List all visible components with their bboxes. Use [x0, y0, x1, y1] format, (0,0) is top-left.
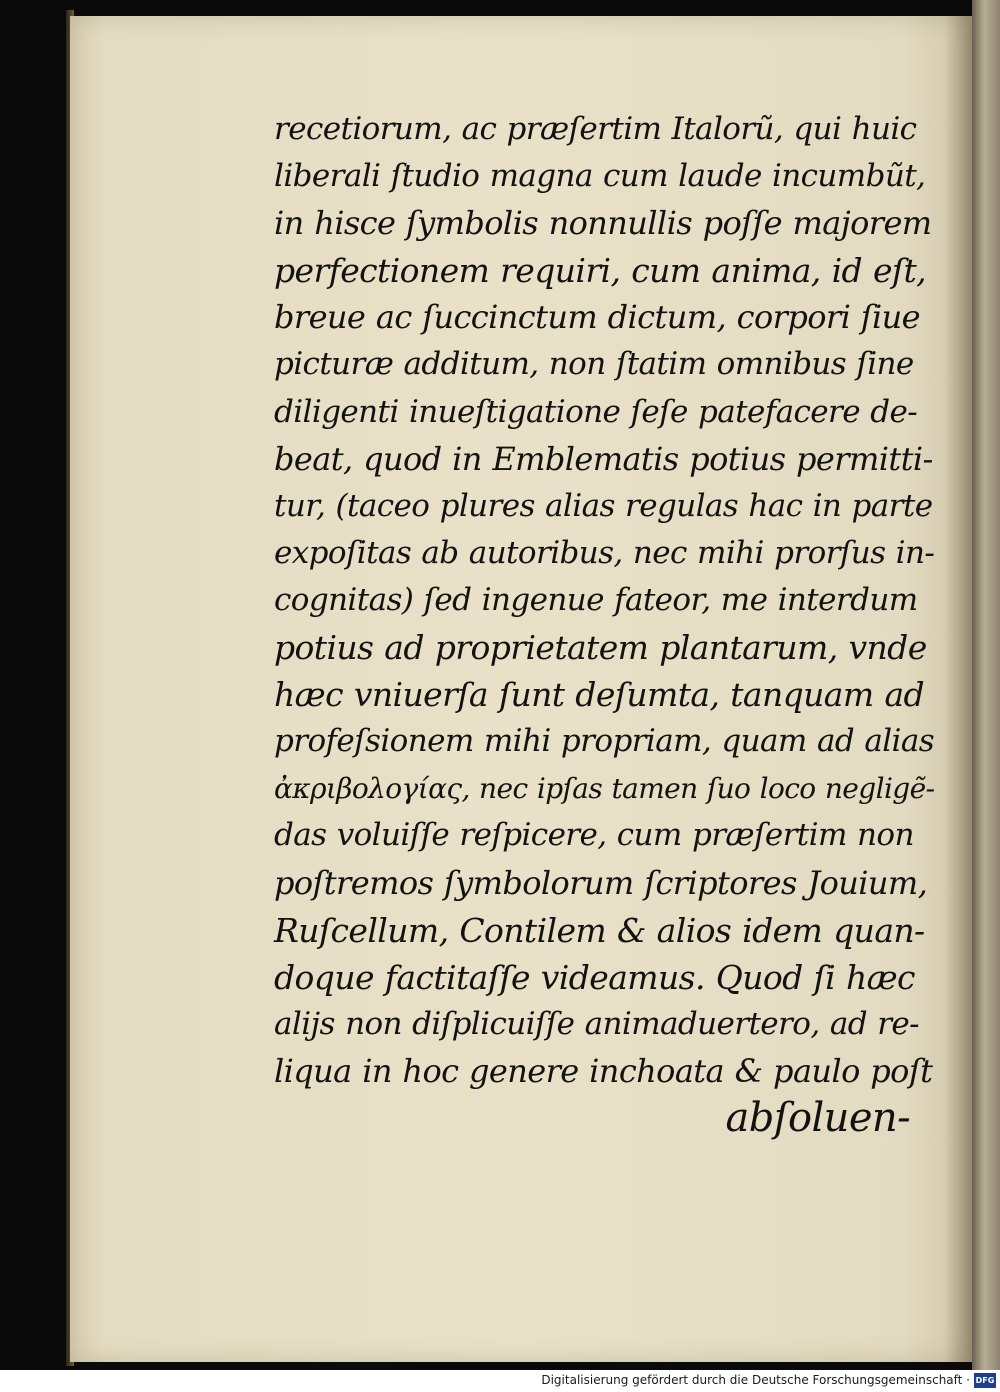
text-line: hæc vniuerſa ſunt deſumta, tanquam ad: [274, 675, 925, 715]
funding-credit: Digitalisierung gefördert durch die Deutsche Forschungsgemeinschaft ·: [541, 1373, 970, 1387]
dfg-logo-icon: DFG: [974, 1373, 996, 1388]
text-line: profeſsionem mihi propriam, quam ad alias: [274, 723, 935, 760]
text-line: alijs non diſplicuiſſe animaduertero, ad re-: [274, 1005, 920, 1042]
text-line: liqua in hoc genere inchoata & paulo poſt: [274, 1051, 933, 1090]
text-line: cognitas) ſed ingenue fateor, me interdum: [274, 581, 918, 618]
text-line: diligenti inueſtigatione ſeſe patefacere de-: [274, 393, 918, 430]
page-text: [274, 106, 934, 1142]
page-edge-shadow: [944, 16, 972, 1362]
text-line: Ruſcellum, Contilem & alios idem quan-: [274, 910, 925, 950]
text-line: beat, quod in Emblematis potius permitti-: [274, 439, 933, 478]
footer-bar: [0, 1370, 1000, 1392]
text-line: in hisce ſymbolis nonnullis poſſe majorem: [274, 204, 932, 243]
text-line: doque factitaſſe videamus. Quod ſi hæc: [274, 957, 915, 997]
text-line: breue ac ſuccinctum dictum, corpori ſiue: [274, 298, 921, 337]
text-line: poſtremos ſymbolorum ſcriptores Jouium,: [274, 863, 928, 902]
text-line: perfectionem requiri, cum anima, id eſt,: [274, 251, 927, 291]
text-line: liberali ſtudio magna cum laude incumbũt,: [274, 158, 926, 195]
text-line: recetiorum, ac præſertim Italorũ, qui huic: [274, 111, 917, 147]
text-line: picturæ additum, non ſtatim omnibus ſine: [274, 346, 914, 383]
text-line: tur, (taceo plures alias regulas hac in parte: [274, 487, 933, 524]
text-line: das voluiſſe reſpicere, cum præſertim non: [274, 817, 914, 854]
text-line: ἀκριβολογίας, nec ipſas tamen ſuo loco negligẽ-: [274, 772, 935, 806]
book-cover-edge: [972, 0, 1000, 1370]
text-line: expoſitas ab autoribus, nec mihi prorſus in-: [274, 534, 935, 571]
catchword: abſoluen-: [725, 1094, 910, 1141]
text-line: potius ad proprietatem plantarum, vnde: [274, 628, 927, 668]
